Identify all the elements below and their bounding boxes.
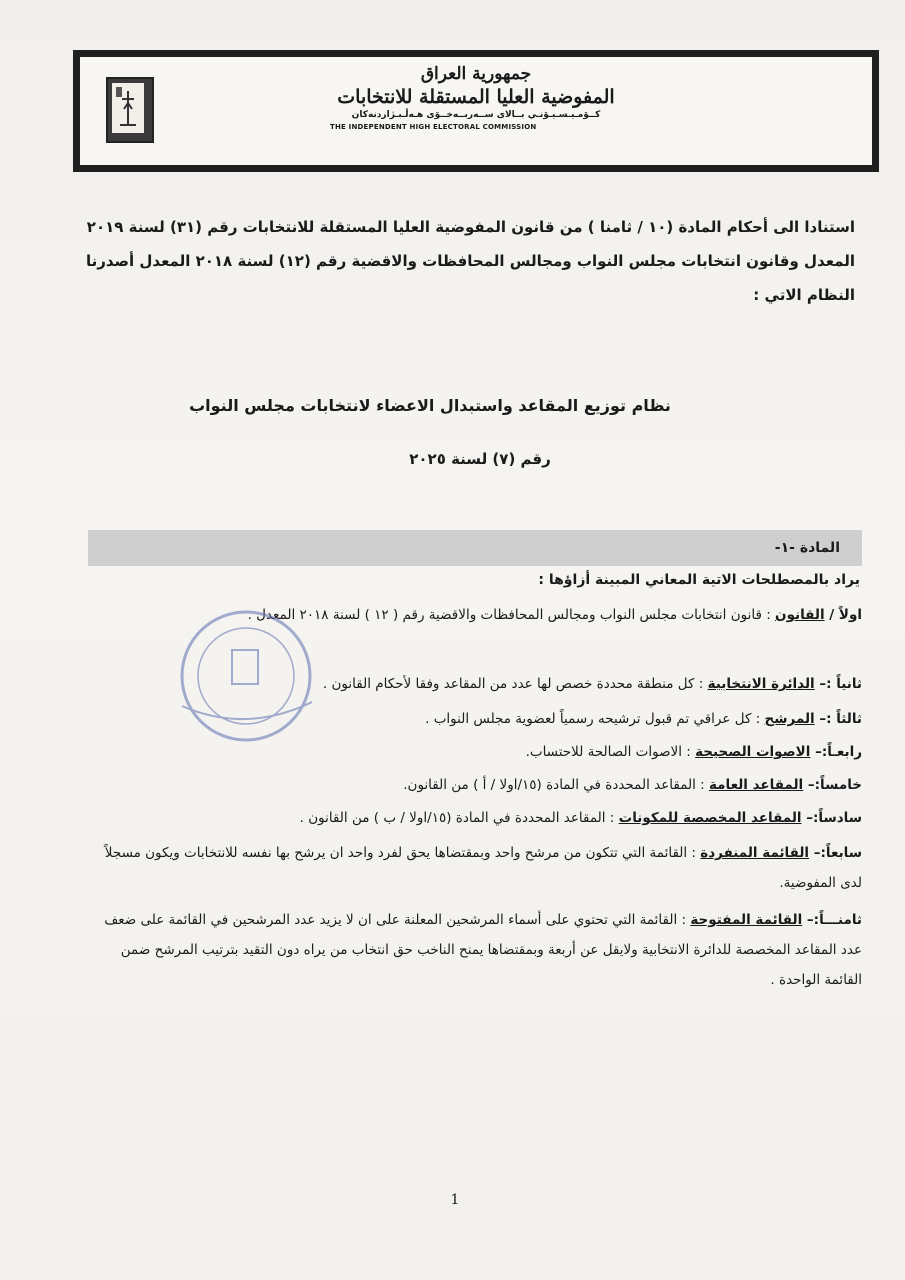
- definition-item: اولاً / القانون : قانون انتخابات مجلس النواب ومجالس المحافظات والاقضية رقم ( ١٢ ) لسنة ٢٠١٨ المعدل .: [247, 607, 862, 623]
- commission-logo-icon: [106, 77, 154, 143]
- letterhead: [73, 50, 879, 172]
- definition-term: المرشح: [764, 711, 815, 727]
- definition-item: رابعـاً:– الاصوات الصحيحة : الاصوات الصالحة للاحتساب.: [525, 744, 862, 760]
- definition-item: سادساً:– المقاعد المخصصة للمكونات : المقاعد المحددة في المادة (١٥/اولا / ب ) من القانون .: [299, 810, 862, 826]
- article-heading: المادة -١-: [88, 530, 862, 566]
- definition-item: ثالثاً :– المرشح : كل عراقي تم قبول ترشيحه رسمياً لعضوية مجلس النواب .: [425, 711, 862, 727]
- definition-item: سابعاً:– القائمة المنفردة : القائمة التي تتكون من مرشح واحد وبمقتضاها يحق لفرد واحد ان يرشح بها نفسه للانتخابات ويكون مسجلاً لدى المفوضية.: [104, 845, 862, 891]
- definition-text: : المقاعد المحددة في المادة (١٥/اولا / أ ) من القانون.: [403, 777, 709, 793]
- regulation-number: رقم (٧) لسنة ٢٠٢٥: [409, 450, 551, 468]
- page-number: 1: [450, 1192, 460, 1208]
- definition-term: القائمة المفتوحة: [690, 912, 803, 928]
- definition-item: ثانياً :– الدائرة الانتخابية : كل منطقة محددة خصص لها عدد من المقاعد وفقا لأحكام القانون .: [322, 676, 862, 692]
- definition-item: ثامنـــاً:– القائمة المفتوحة : القائمة التي تحتوي على أسماء المرشحين المعلنة على ان لا يزيد عدد المرشحين في القائمة على ضعف عدد المقاعد المخصصة للدائرة الانتخابية ولايقل عن أربعة وبمقتضاها يمنح الناخب حق انتخاب من يراه دون التقيد بترتيب المرشح ضمن القائمة الواحدة .: [104, 912, 862, 988]
- definition-text: : القائمة التي تتكون من مرشح واحد وبمقتضاها يحق لفرد واحد ان يرشح بها نفسه للانتخابات ويكون مسجلاً لدى المفوضية.: [104, 845, 862, 891]
- definitions-intro: يراد بالمصطلحات الاتية المعاني المبينة أزاؤها :: [538, 572, 860, 588]
- header-commission-ku: كــۆمـيـسـيـۆنـي بــالاى ســەربــەخــۆى هـەڵـبـژاردنەكان: [351, 110, 601, 120]
- definition-term: القانون: [775, 607, 825, 623]
- definition-term: المقاعد العامة: [709, 777, 804, 793]
- preamble-paragraph: استنادا الى أحكام المادة (١٠ / ثامنا ) من قانون المفوضية العليا المستقلة للانتخابات رقم (٣١) لسنة ٢٠١٩ المعدل وقانون انتخابات مجلس النواب ومجالس المحافظات والاقضية رقم (١٢) لسنة ٢٠١٨ المعدل أصدرنا النظام الاتي :: [85, 218, 855, 304]
- official-stamp: [162, 606, 330, 746]
- header-commission-en: THE INDEPENDENT HIGH ELECTORAL COMMISSION: [330, 123, 537, 131]
- regulation-title: نظام توزيع المقاعد واستبدال الاعضاء لانتخابات مجلس النواب: [189, 396, 671, 415]
- header-commission-ar: المفوضية العليا المستقلة للانتخابات: [337, 86, 615, 108]
- definition-term: المقاعد المخصصة للمكونات: [618, 810, 802, 826]
- definition-item: خامساً:– المقاعد العامة : المقاعد المحددة في المادة (١٥/اولا / أ ) من القانون.: [403, 777, 862, 793]
- definition-text: : المقاعد المحددة في المادة (١٥/اولا / ب ) من القانون .: [299, 810, 619, 826]
- definition-text: : قانون انتخابات مجلس النواب ومجالس المحافظات والاقضية رقم ( ١٢ ) لسنة ٢٠١٨ المعدل .: [247, 607, 776, 623]
- definition-term: الدائرة الانتخابية: [707, 676, 815, 692]
- definition-text: : كل عراقي تم قبول ترشيحه رسمياً لعضوية مجلس النواب .: [425, 711, 765, 727]
- header-country: جمهورية العراق: [420, 64, 532, 84]
- definition-text: : القائمة التي تحتوي على أسماء المرشحين المعلنة على ان لا يزيد عدد المرشحين في القائمة على ضعف عدد المقاعد المخصصة للدائرة الانتخابية ولايقل عن أربعة وبمقتضاها يمنح الناخب حق انتخاب من يراه دون التقيد بترتيب المرشح ضمن القائمة الواحدة .: [104, 912, 862, 988]
- definition-term: الاصوات الصحيحة: [695, 744, 811, 760]
- definition-text: : الاصوات الصالحة للاحتساب.: [525, 744, 696, 760]
- definition-text: : كل منطقة محددة خصص لها عدد من المقاعد وفقا لأحكام القانون .: [322, 676, 708, 692]
- definition-term: القائمة المنفردة: [700, 845, 810, 861]
